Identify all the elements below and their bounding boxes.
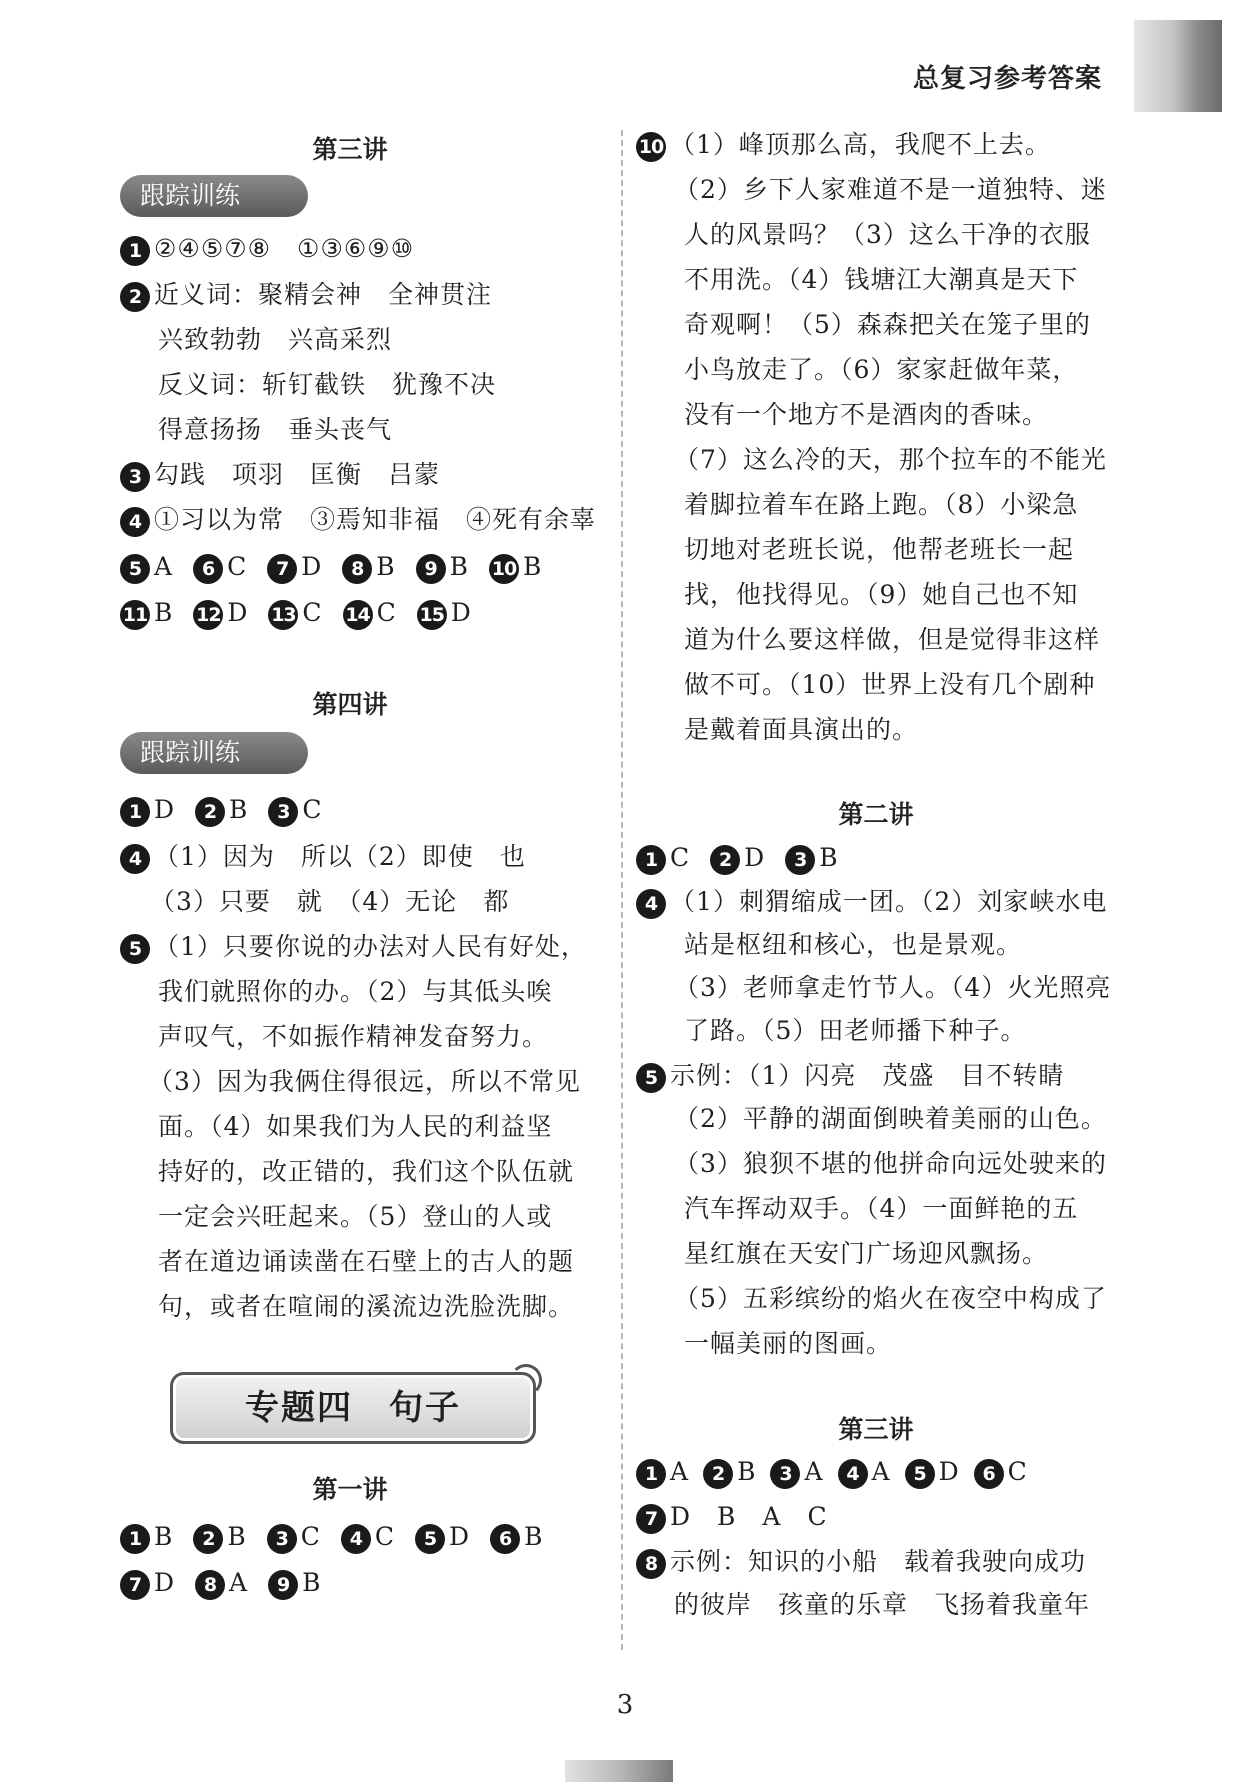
answer-row: 7 D 8 A 9 B xyxy=(120,1566,341,1600)
answer-line: 7 D B A C xyxy=(636,1500,828,1534)
answer-line: 反义词：斩钉截铁 犹豫不决 xyxy=(158,370,497,399)
answer-line: 了路。（5）田老师播下种子。 xyxy=(684,1016,1027,1045)
answer-line: 的彼岸 孩童的乐章 飞扬着我童年 xyxy=(674,1590,1091,1619)
answer-row: 11 B 12 D 13 C 14 C 15 D xyxy=(120,596,492,630)
answer-line: 人的风景吗？（3）这么干净的衣服 xyxy=(684,220,1091,249)
answer-row: 1 A 2 B 3 A 4 A 5 D 6 C xyxy=(636,1455,1028,1489)
answer-line: 4 （1）因为 所以（2）即使 也 xyxy=(120,840,526,874)
answer-line: 得意扬扬 垂头丧气 xyxy=(158,415,393,444)
answer-line: 小鸟放走了。（6）家家赶做年菜， xyxy=(684,355,1079,384)
answer-line: 句，或者在喧闹的溪流边洗脸洗脚。 xyxy=(158,1292,575,1321)
answer-line: 声叹气，不如振作精神发奋努力。 xyxy=(158,1022,549,1051)
answer-row: 1 C 2 D 3 B xyxy=(636,841,859,875)
column-divider xyxy=(621,130,623,1650)
answer-line: 3 勾践 项羽 匡衡 吕蒙 xyxy=(120,458,440,492)
question-number: 3 xyxy=(120,462,150,492)
topic-banner: 专题四 句子 xyxy=(170,1372,536,1444)
answer-line: 找，他找得见。（9）她自己也不知 xyxy=(684,580,1079,609)
question-number: 2 xyxy=(120,282,150,312)
answer-line: 10 （1）峰顶那么高，我爬不上去。 xyxy=(636,128,1051,162)
answer-line: （2）乡下人家难道不是一道独特、迷 xyxy=(674,175,1107,204)
answer-line: 没有一个地方不是酒肉的香味。 xyxy=(684,400,1049,429)
answer-line: 5 示例：（1）闪亮 茂盛 目不转睛 xyxy=(636,1059,1064,1093)
answer-line: 切地对老班长说，他帮老班长一起 xyxy=(684,535,1075,564)
answer-line: 一幅美丽的图画。 xyxy=(684,1329,893,1358)
practice-label: 跟踪训练 xyxy=(120,732,308,774)
practice-label: 跟踪训练 xyxy=(120,175,308,217)
answer-line: 1 ②④⑤⑦⑧ ①③⑥⑨⑩ xyxy=(120,232,414,266)
answer-line: 是戴着面具演出的。 xyxy=(684,715,919,744)
answer-row: 1 D 2 B 3 C xyxy=(120,793,343,827)
answer-line: 8 示例：知识的小船 载着我驶向成功 xyxy=(636,1545,1086,1579)
answer-line: （3）只要 就 （4）无论 都 xyxy=(150,887,510,916)
answer-line: 星红旗在天安门广场迎风飘扬。 xyxy=(684,1239,1049,1268)
section-title: 第二讲 xyxy=(838,800,914,829)
question-number: 7 xyxy=(636,1504,666,1534)
answer-line: 2 近义词：聚精会神 全神贯注 xyxy=(120,278,492,312)
page-header-title: 总复习参考答案 xyxy=(912,64,1102,94)
section-title: 第四讲 xyxy=(312,690,388,719)
answer-row: 5 A 6 C 7 D 8 B 9 B 10 B xyxy=(120,550,562,584)
header-decoration xyxy=(1134,20,1222,112)
answer-line: 我们就照你的办。（2）与其低头唉 xyxy=(158,977,553,1006)
answer-line: 着脚拉着车在路上跑。（8）小梁急 xyxy=(684,490,1079,519)
answer-line: 一定会兴旺起来。（5）登山的人或 xyxy=(158,1202,553,1231)
answer-line: 者在道边诵读凿在石壁上的古人的题 xyxy=(158,1247,575,1276)
answer-line: 不用洗。（4）钱塘江大潮真是天下 xyxy=(684,265,1079,294)
question-number: 4 xyxy=(120,844,150,874)
answer-line: 奇观啊！（5）森森把关在笼子里的 xyxy=(684,310,1091,339)
answer-line: 持好的，改正错的，我们这个队伍就 xyxy=(158,1157,575,1186)
section-title: 第一讲 xyxy=(312,1475,388,1504)
answer-row: 1 B 2 B 3 C 4 C 5 D 6 B xyxy=(120,1520,563,1554)
question-number: 1 xyxy=(120,236,150,266)
answer-line: （3）老师拿走竹节人。（4）火光照亮 xyxy=(674,973,1112,1002)
question-number: 5 xyxy=(120,934,150,964)
question-number: 10 xyxy=(636,132,666,162)
answer-line: 汽车挥动双手。（4）一面鲜艳的五 xyxy=(684,1194,1079,1223)
answer-line: （3）狼狈不堪的他拼命向远处驶来的 xyxy=(674,1149,1107,1178)
answer-line: （2）平静的湖面倒映着美丽的山色。 xyxy=(674,1104,1107,1133)
page-number: 3 xyxy=(616,1690,634,1720)
question-number: 5 xyxy=(636,1063,666,1093)
footer-decoration xyxy=(565,1760,673,1782)
answer-line: 4 （1）刺猬缩成一团。（2）刘家峡水电 xyxy=(636,885,1107,919)
answer-line: （5）五彩缤纷的焰火在夜空中构成了 xyxy=(674,1284,1107,1313)
answer-line: 5 （1）只要你说的办法对人民有好处， xyxy=(120,930,587,964)
question-number: 8 xyxy=(636,1549,666,1579)
answer-line: 做不可。（10）世界上没有几个剧种 xyxy=(684,670,1096,699)
answer-line: 兴致勃勃 兴高采烈 xyxy=(158,325,393,354)
answer-line: （7）这么冷的天，那个拉车的不能光 xyxy=(674,445,1107,474)
answer-line: 道为什么要这样做，但是觉得非这样 xyxy=(684,625,1101,654)
answer-line: 面。（4）如果我们为人民的利益坚 xyxy=(158,1112,553,1141)
answer-line: 站是枢纽和核心，也是景观。 xyxy=(684,930,1023,959)
section-title: 第三讲 xyxy=(838,1415,914,1444)
question-number: 4 xyxy=(636,889,666,919)
answer-line: 4 ①习以为常 ③焉知非福 ④死有余辜 xyxy=(120,503,596,537)
question-number: 4 xyxy=(120,507,150,537)
section-title: 第三讲 xyxy=(312,135,388,164)
answer-line: （3）因为我俩住得很远，所以不常见 xyxy=(148,1067,581,1096)
